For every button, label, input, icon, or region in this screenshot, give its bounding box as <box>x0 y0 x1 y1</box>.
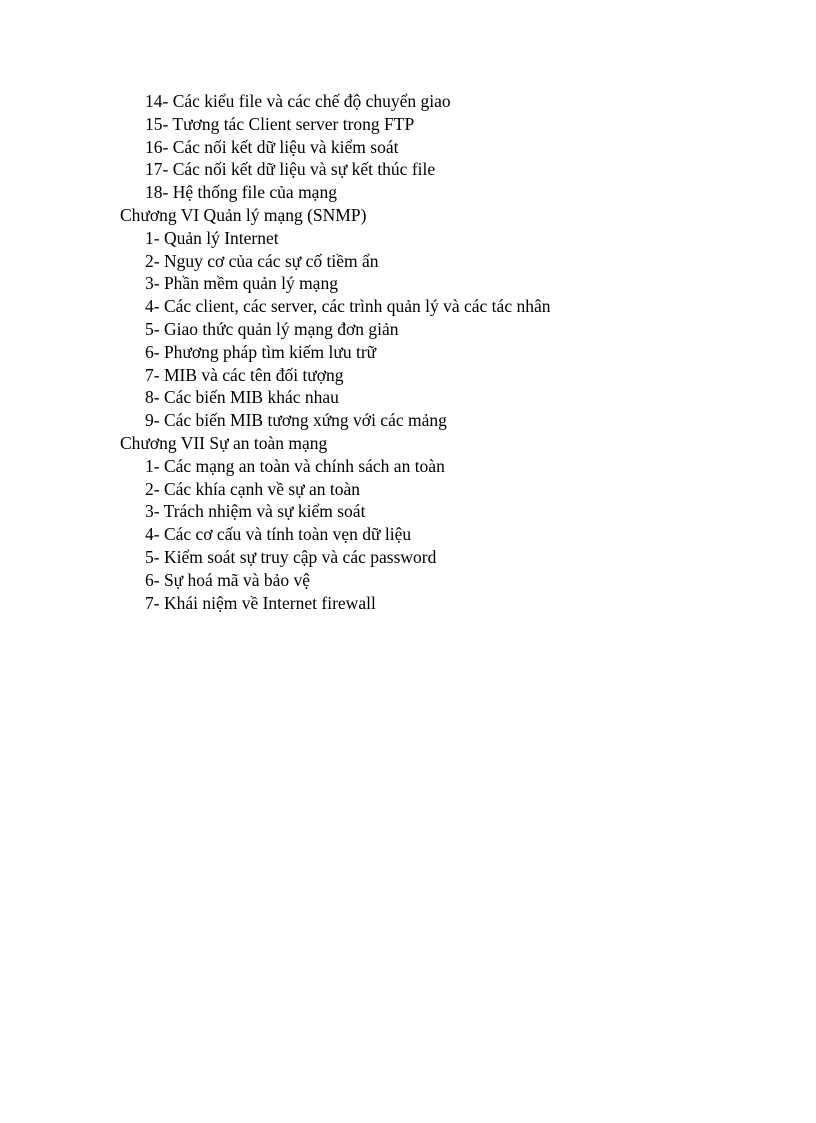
toc-item: 18- Hệ thống file của mạng <box>145 182 337 203</box>
toc-item: 9- Các biến MIB tương xứng với các mảng <box>145 410 447 431</box>
toc-item: 7- MIB và các tên đối tượng <box>145 364 344 385</box>
toc-item: 14- Các kiểu file và các chế độ chuyển giao <box>145 91 451 111</box>
toc-item: 1- Các mạng an toàn và chính sách an toàn <box>145 455 445 476</box>
toc-item: 6- Phương pháp tìm kiếm lưu trữ <box>145 341 377 362</box>
toc-item: 3- Trách nhiệm và sự kiểm soát <box>145 501 366 522</box>
toc-item: 4- Các cơ cấu và tính toàn vẹn dữ liệu <box>145 524 412 545</box>
toc-item: 16- Các nối kết dữ liệu và kiểm soát <box>145 136 399 157</box>
toc-item: 4- Các client, các server, các trình quản lý và các tác nhân <box>145 296 551 317</box>
toc-item: 17- Các nối kết dữ liệu và sự kết thúc file <box>145 159 436 180</box>
toc-item: 7- Khái niệm về Internet firewall <box>145 592 376 613</box>
toc-item: 6- Sự hoá mã và bảo vệ <box>145 569 310 590</box>
toc-item: 5- Giao thức quản lý mạng đơn giản <box>145 318 399 339</box>
chapter-heading-vii: Chương VII Sự an toàn mạng <box>120 432 328 453</box>
chapter-heading-vi: Chương VI Quản lý mạng (SNMP) <box>120 204 367 225</box>
toc-item: 15- Tương tác Client server trong FTP <box>145 113 415 134</box>
toc-item: 2- Các khía cạnh về sự an toàn <box>145 478 361 499</box>
toc-item: 8- Các biến MIB khác nhau <box>145 387 339 408</box>
toc-item: 5- Kiểm soát sự truy cập và các password <box>145 546 437 567</box>
table-of-contents <box>120 90 760 614</box>
toc-item: 1- Quản lý Internet <box>145 227 279 248</box>
toc-item: 3- Phần mềm quản lý mạng <box>145 273 338 294</box>
toc-item: 2- Nguy cơ của các sự cố tiềm ẩn <box>145 250 379 271</box>
